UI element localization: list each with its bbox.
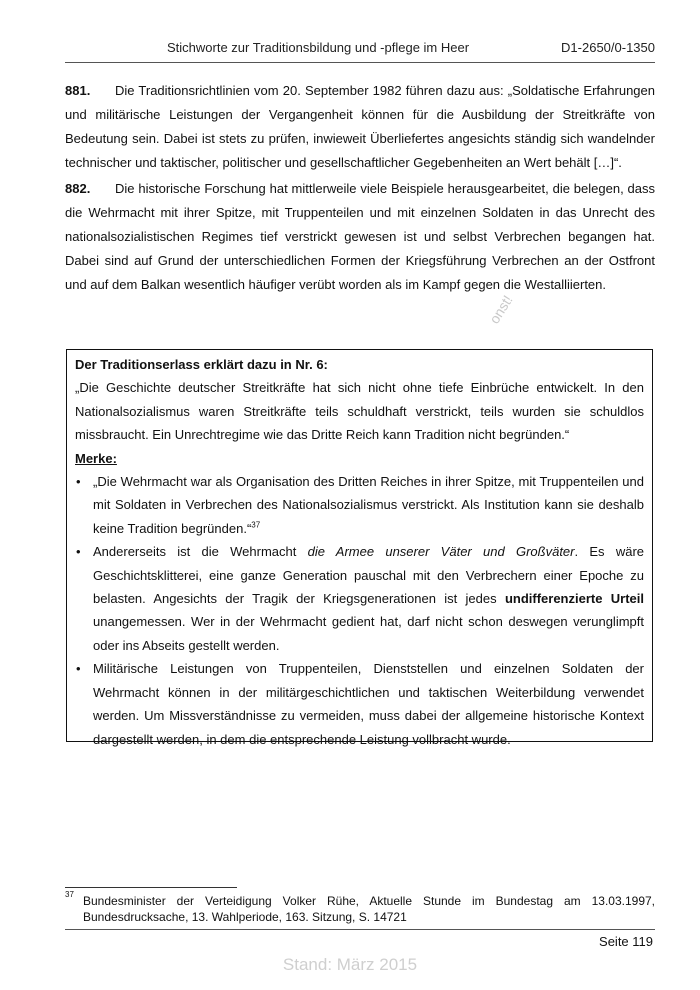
watermark-text: onst! [486,292,516,327]
paragraph-882 [65,177,655,297]
page-number: Seite 119 [599,934,653,949]
footnote [65,890,655,925]
bullet-icon: • [76,474,81,490]
paragraph-881 [65,79,655,175]
paragraph-text: Die historische Forschung hat mittlerweile viele Beispiele herausgearbeitet, die belegen, dass die Wehrmacht mit ihrer Spitze, mit Truppenteilen und mit einzelnen Soldaten in das Unrecht des nationalsozialistischen Regimes tief verstrickt gewesen ist und selbst Verbrechen begangen hat. Dabei sind auf Grund der unterschiedlichen Formen der Kriegsführung Verbrechen an der Ostfront und auf dem Balkan wesentlich häufiger verübt worden als im Kampf gegen die Westalliierten. [65,181,655,292]
traditionserlass-box [66,349,653,747]
bullet-icon: • [76,544,81,560]
stand-watermark: Stand: März 2015 [282,955,418,974]
list-item [75,540,644,657]
footnote-divider [65,887,237,888]
paragraph-number: 882. [65,181,91,196]
document-code: D1-2650/0-1350 [561,40,655,55]
footnote-text: Bundesminister der Verteidigung Volker Rühe, Aktuelle Stunde im Bundestag am 13.03.1997, Bundesdrucksache, 13. Wahlperiode, 163. Sitzung, S. 14721 [83,894,655,924]
merke-list [75,470,644,751]
box-heading: Der Traditionserlass erklärt dazu in Nr. 6: [75,357,328,372]
paragraph-number: 881. [65,83,91,98]
bullet-text: „Die Wehrmacht war als Organisation des Dritten Reiches in ihrer Spitze, mit Truppenteilen und mit Soldaten in Verbrechen des Nationalsozialismus verstrickt. Als Institution kann sie deshalb keine Tradition begründen.“ [93,474,644,536]
merke-label: Merke: [75,450,117,466]
bullet-bold-text: undifferenzierte Urteil [504,591,644,607]
bullet-text: unangemessen. Wer in der Wehrmacht gedient hat, darf nicht schon deswegen verunglimpft oder ins Abseits gestellt werden. [93,614,644,653]
bullet-icon: • [76,661,81,677]
footer-divider [65,929,655,930]
bullet-text: Andererseits ist die Wehrmacht [93,544,308,560]
bullet-italic-text: die Armee unserer Väter und Großväter [307,544,575,560]
page-header [65,38,655,63]
paragraph-text: Die Traditionsrichtlinien vom 20. September 1982 führen dazu aus: „Soldatische Erfahrungen und militärische Leistungen der Vergangenheit können für die Ausbildung der Streitkräfte von Bedeutung sein. Dabei ist stets zu prüfen, inwieweit Überliefertes angesichts ständig sich wandelnder technischer und taktischer, politischer und gesellschaftlicher Gegebenheiten an Wert behält […]“. [65,83,655,170]
box-quote: „Die Geschichte deutscher Streitkräfte hat sich nicht ohne tiefe Einbrüche entwickelt. In den Nationalsozialismus waren Streitkräfte teils schuldhaft verstrickt, teils wurden sie schuldlos missbraucht. Ein Unrechtregime wie das Dritte Reich kann Tradition nicht begründen.“ [75,380,644,443]
bullet-text: Militärische Leistungen von Truppenteilen, Dienststellen und einzelnen Soldaten der Wehrmacht können in der militärgeschichtlichen und taktischen Weiterbildung verwendet werden. Um Missverständnisse zu vermeiden, muss dabei der allgemeine historische Kontext dargestellt werden, in dem die entsprechende Leistung vollbracht wurde. [93,661,644,747]
list-item [75,657,644,751]
bullet-text: . Es wäre Geschichtsklitterei, eine ganze Generation pauschal mit den Verbrechern einer Epoche zu belasten. Angesichts der Tragik der Kriegsgenerationen ist jedes [93,544,644,607]
footnote-number: 37 [65,890,74,899]
footnote-ref: 37 [251,520,261,530]
header-title: Stichworte zur Traditionsbildung und -pflege im Heer [167,40,470,55]
list-item [75,470,644,540]
